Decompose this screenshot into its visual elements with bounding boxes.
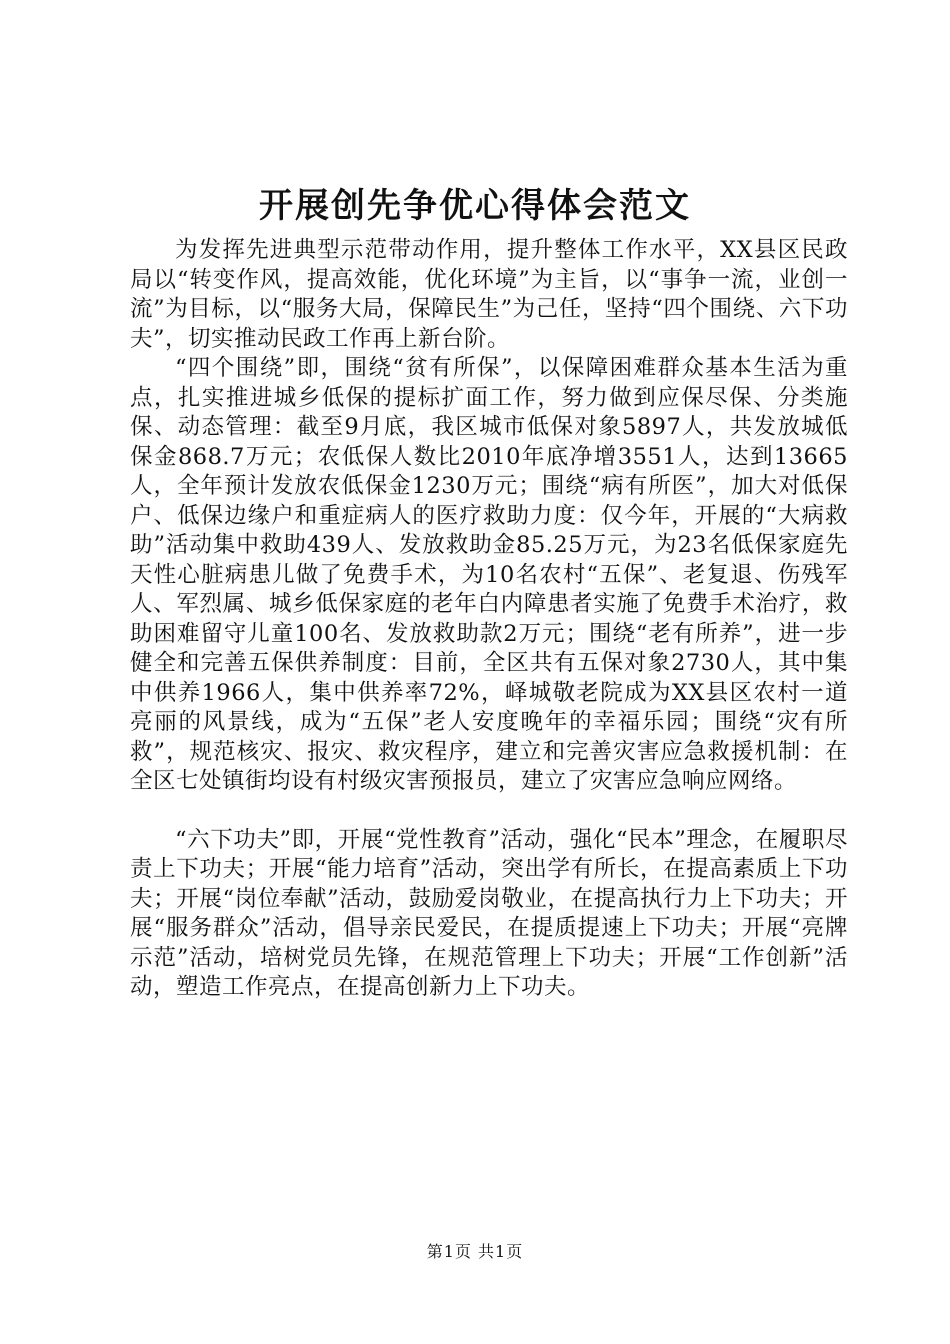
paragraph-six-efforts: “六下功夫”即，开展“党性教育”活动，强化“民本”理念，在履职尽责上下功夫；开展“能力培育”活动，突出学有所长，在提高素质上下功夫；开展“岗位奉献”活动，鼓励爱岗敬业，在提高执行力上下功夫；开展“服务群众”活动，倡导亲民爱民，在提质提速上下功夫；开展“亮牌示范”活动，培树党员先锋，在规范管理上下功夫；开展“工作创新”活动，塑造工作亮点，在提高创新力上下功夫。: [130, 826, 848, 1000]
paragraph-intro: 为发挥先进典型示范带动作用，提升整体工作水平，XX县区民政局以“转变作风，提高效能，优化环境”为主旨，以“事争一流，业创一流”为目标，以“服务大局，保障民生”为己任，坚持“四个围绕、六下功夫”，切实推动民政工作再上新台阶。: [130, 237, 848, 352]
page-footer: 第1页 共1页: [426, 1242, 524, 1261]
document-title: 开展创先争优心得体会范文: [259, 186, 691, 226]
paragraph-four-focuses: “四个围绕”即，围绕“贫有所保”，以保障困难群众基本生活为重点，扎实推进城乡低保的提标扩面工作，努力做到应保尽保、分类施保、动态管理：截至9月底，我区城市低保对象5897人，共发放城低保金868.7万元；农低保人数比2010年底净增3551人，达到13665人，全年预计发放农低保金1230万元；围绕“病有所医”，加大对低保户、低保边缘户和重症病人的医疗救助力度：仅今年，开展的“大病救助”活动集中救助439人、发放救助金85.25万元，为23名低保家庭先天性心脏病患儿做了免费手术，为10名农村“五保”、老复退、伤残军人、军烈属、城乡低保家庭的老年白内障患者实施了免费手术治疗，救助困难留守儿童100名、发放救助款2万元；围绕“老有所养”，进一步健全和完善五保供养制度：目前，全区共有五保对象2730人，其中集中供养1966人，集中供养率72%，峄城敬老院成为XX县区农村一道亮丽的风景线，成为“五保”老人安度晚年的幸福乐园；围绕“灾有所救”，规范核灾、报灾、救灾程序，建立和完善灾害应急救援机制：在全区七处镇街均设有村级灾害预报员，建立了灾害应急响应网络。: [130, 355, 848, 794]
document-body: [130, 236, 848, 1003]
